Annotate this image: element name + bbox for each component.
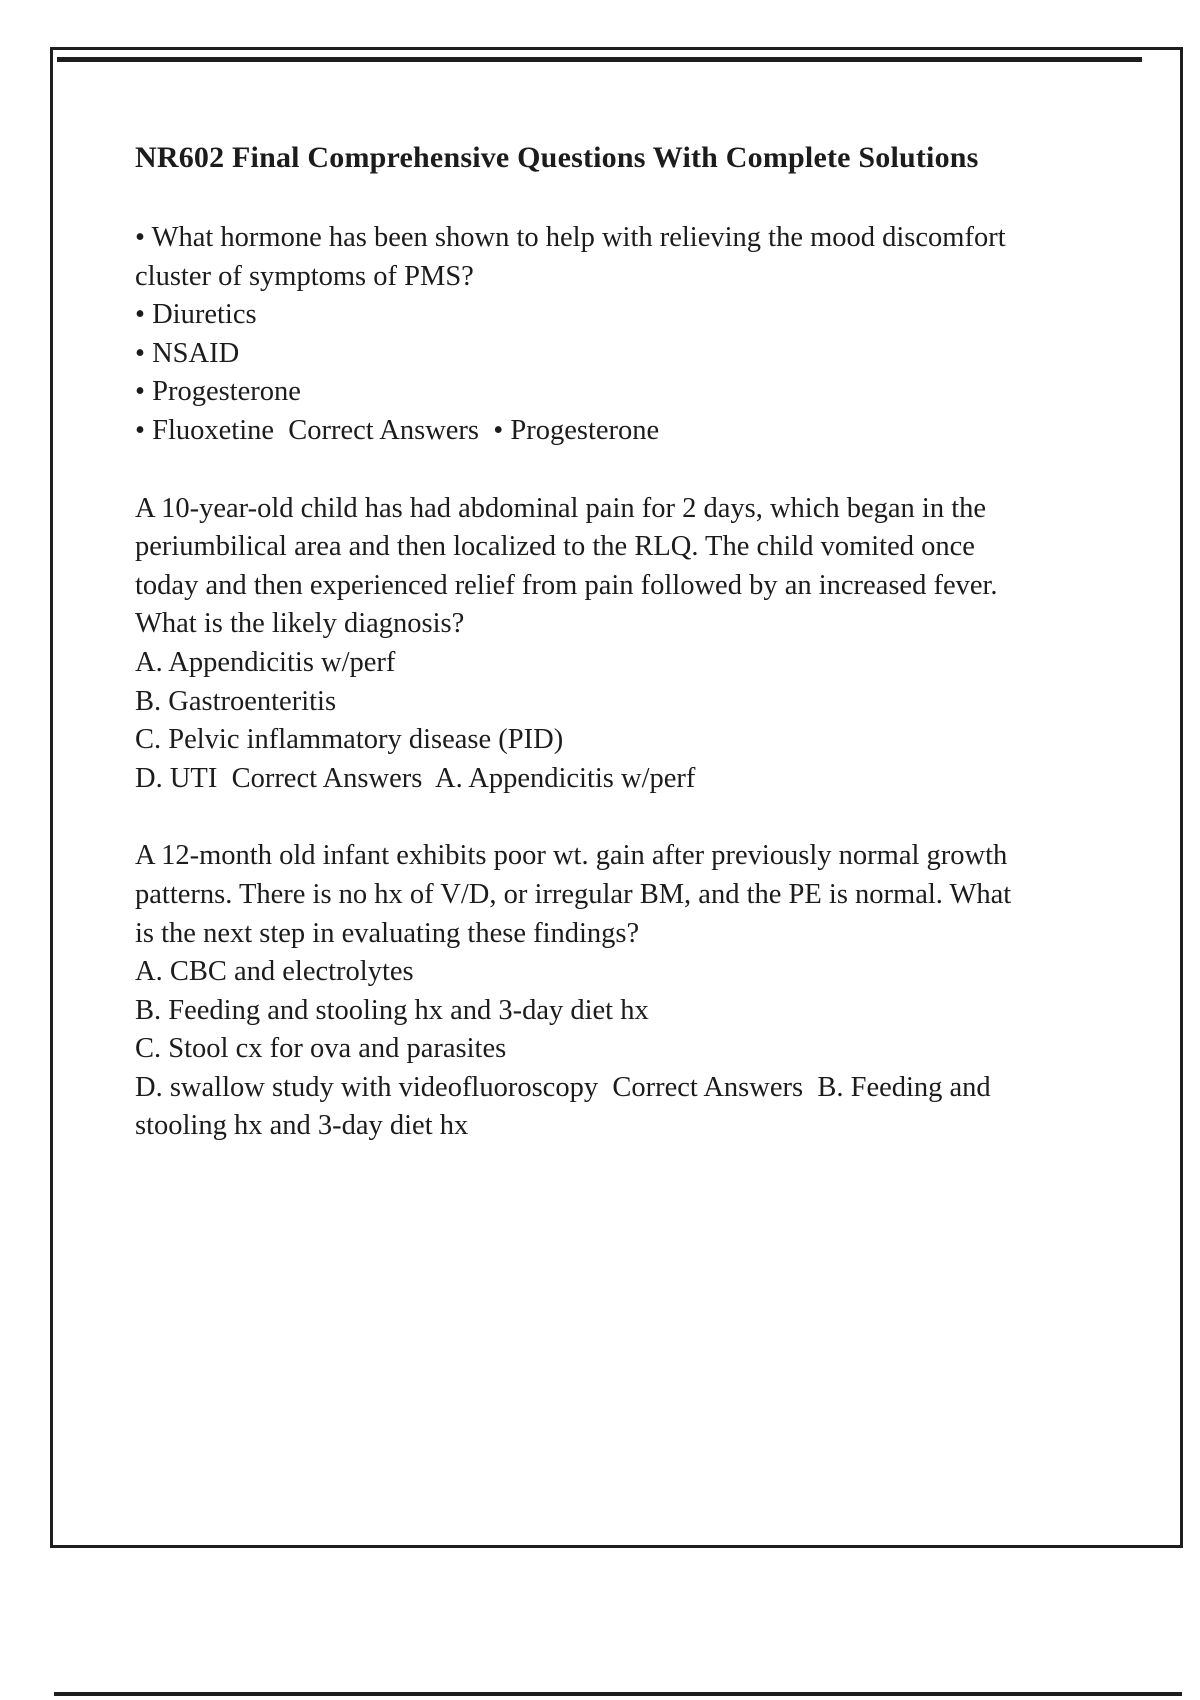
question-block-1	[135, 219, 1020, 451]
question-block-2	[135, 490, 1020, 799]
page-content	[135, 138, 1020, 1185]
question-block-3	[135, 837, 1020, 1146]
answer-option: • Fluoxetine Correct Answers • Progesterone	[135, 414, 660, 446]
answer-option: A. Appendicitis w/perf	[135, 646, 396, 678]
answer-option: D. swallow study with videofluoroscopy Correct Answers B. Feeding and stooling hx and 3-day diet hx	[135, 1071, 998, 1142]
answer-option: B. Feeding and stooling hx and 3-day diet hx	[135, 994, 649, 1026]
question-text: A 12-month old infant exhibits poor wt. gain after previously normal growth patterns. There is no hx of V/D, or irregular BM, and the PE is normal. What is the next step in evaluating these findings?	[135, 840, 1019, 949]
answer-option: A. CBC and electrolytes	[135, 956, 414, 988]
answer-option: B. Gastroenteritis	[135, 685, 337, 717]
page-border-frame	[50, 47, 1183, 1548]
answer-option: C. Stool cx for ova and parasites	[135, 1033, 507, 1065]
question-text: A 10-year-old child has had abdominal pain for 2 days, which began in the periumbilical area and then localized to the RLQ. The child vomited once today and then experienced relief from pain followed by an increased fever. What is the likely diagnosis?	[135, 492, 1005, 640]
decorative-top-rule	[57, 57, 1142, 62]
answer-option: C. Pelvic inflammatory disease (PID)	[135, 724, 564, 756]
answer-option: • Progesterone	[135, 376, 301, 408]
answer-option: D. UTI Correct Answers A. Appendicitis w/perf	[135, 762, 696, 794]
next-page-top-border	[54, 1692, 1182, 1696]
answer-option: • NSAID	[135, 337, 240, 369]
answer-option: • Diuretics	[135, 299, 257, 331]
question-text: • What hormone has been shown to help with relieving the mood discomfort cluster of symptoms of PMS?	[135, 222, 1013, 292]
document-title: NR602 Final Comprehensive Questions With Complete Solutions	[135, 141, 979, 174]
